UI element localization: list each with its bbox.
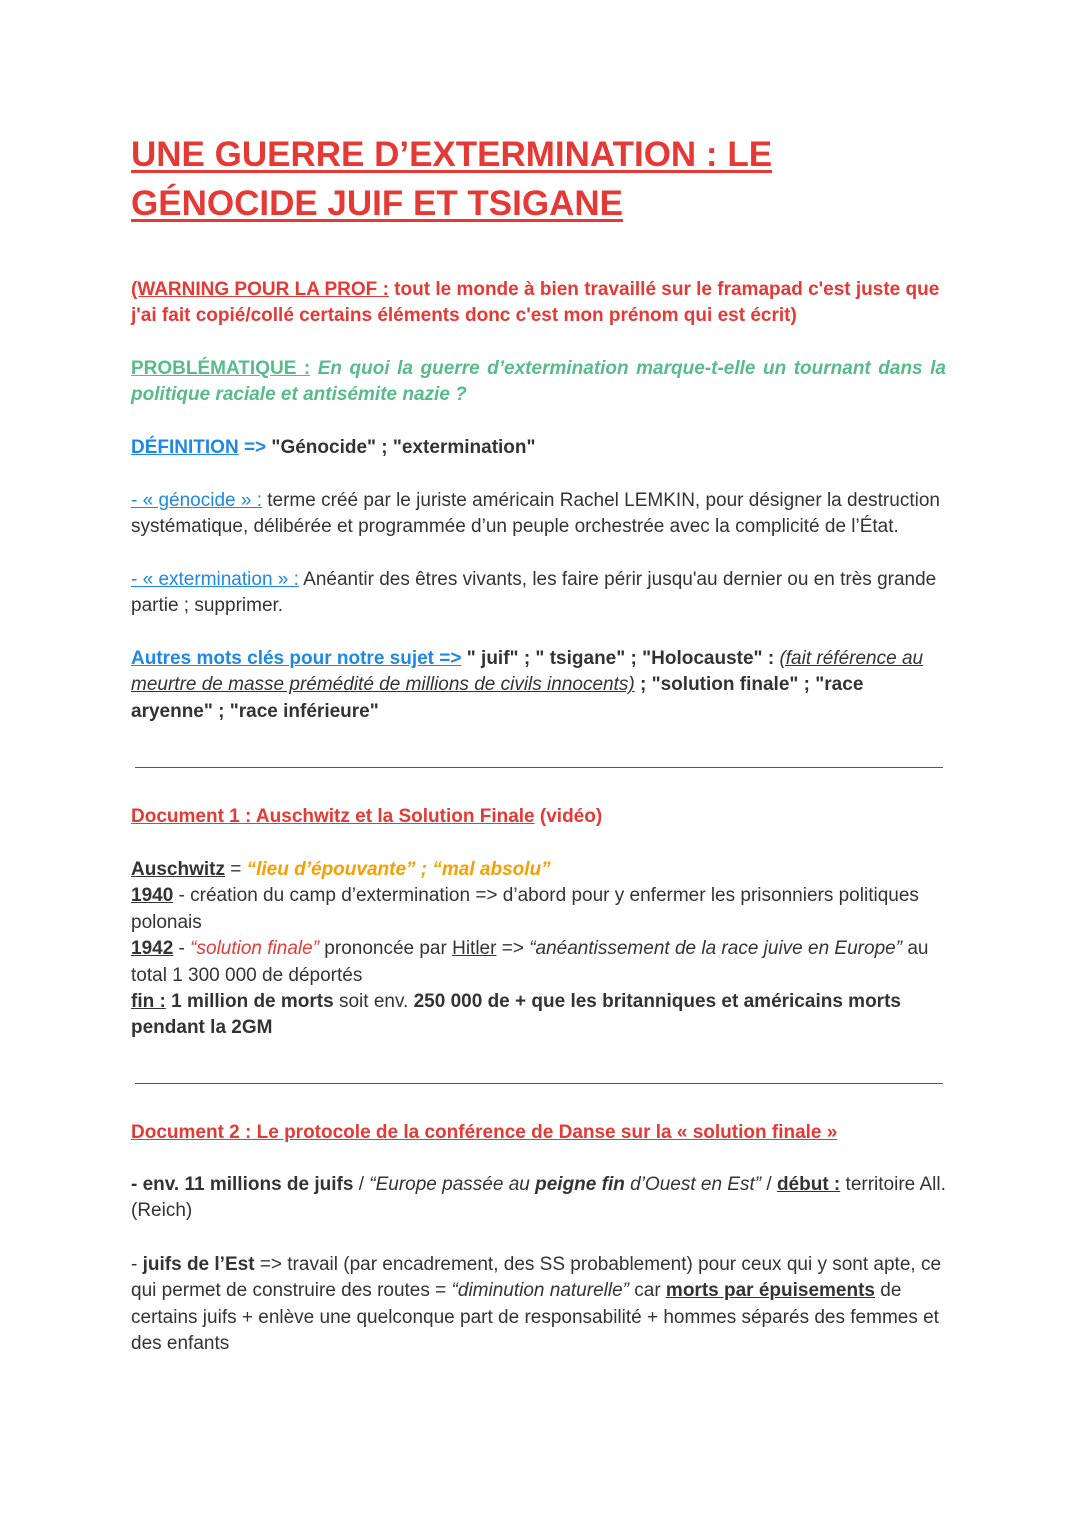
fin-bold-2: 250 000 de + que les britanniques et américains morts pendant la 2GM [131,991,901,1039]
auschwitz-quote: “lieu d’épouvante” ; “mal absolu” [246,859,551,880]
quote-aneantissement: “anéantissement de la race juive en Europe” [529,938,903,960]
year-1942: 1942 [131,938,174,960]
definition-label: DÉFINITION [131,437,239,458]
doc1-fin [131,989,946,1042]
extermination-text: Anéantir des êtres vivants, les faire périr jusqu'au dernier ou en très grande partie ; supprimer. [131,569,937,617]
divider-2 [135,1083,943,1084]
doc2-p2-quote: “diminution naturelle” [451,1280,629,1302]
doc2-p1-sep: / [353,1174,370,1195]
text-1942-d: au total 1 300 000 de déportés [131,938,929,986]
text-1940: - création du camp d’extermination => d’abord pour y enfermer les prisonniers politiques polonais [131,885,919,933]
page-title [131,130,946,228]
fin-bold-1: 1 million de morts [165,991,334,1013]
doc2-p1-sep2: / [761,1174,777,1195]
genocide-text: terme créé par le juriste américain Rachel LEMKIN, pour désigner la destruction systématique, délibérée et programmée d’un peuple orchestrée avec la complicité de l’État. [131,490,940,538]
definition-line [131,435,946,461]
doc1-auschwitz-line [131,857,946,883]
keywords-part1: " juif" ; " tsigane" ; "Holocauste" : [461,648,780,669]
auschwitz-eq: = [224,859,247,880]
doc2-p2-text-3: de certains juifs + enlève une quelconque part de responsabilité + hommes séparés des femmes et des enfants [131,1280,939,1355]
auschwitz-label: Auschwitz [131,859,225,880]
doc1-heading [131,804,946,830]
title-line-1: UNE GUERRE D’EXTERMINATION : LE [131,135,773,174]
doc2-p1-debut: début : [776,1174,841,1195]
doc1-1942 [131,936,946,989]
doc2-p2-text-2: car [628,1280,666,1302]
doc2-paragraph-2 [131,1252,946,1358]
quote-solution-finale: “solution finale” [190,938,320,960]
doc1-suffix: (vidéo) [534,806,603,827]
doc2-p1-peigne-fin: peigne fin [535,1174,625,1195]
text-1942-a: - [173,938,191,960]
doc2-p2-text-1: => travail (par encadrement, des SS probablement) pour ceux qui y sont apte, ce qui permet de construire des routes = [131,1254,942,1302]
doc2-heading [131,1120,946,1146]
definition-arrow: => [238,437,267,458]
warning-label: (WARNING POUR LA PROF : [131,279,389,300]
genocide-label: - « génocide » : [131,490,262,511]
warning-note [131,277,946,330]
doc2-p1-bold: - env. 11 millions de juifs [131,1174,354,1195]
doc1-body [131,857,946,1042]
hitler-link: Hitler [452,938,497,960]
doc2-p1-quote-a: “Europe passée au [369,1174,536,1195]
text-1942-c: => [496,938,530,960]
fin-label: fin : [131,991,166,1013]
keywords-part2: ; "solution finale" ; "race aryenne" ; "race inférieure" [131,674,864,722]
doc2-p2-dash: - [131,1254,143,1275]
doc2-p1-text: territoire All. (Reich) [131,1174,946,1222]
doc1-title: Document 1 : Auschwitz et la Solution Finale [131,806,535,827]
text-1942-b: prononcée par [319,938,453,960]
definition-genocide [131,488,946,541]
doc2-paragraph-1 [131,1172,946,1225]
divider-1 [135,767,943,768]
definition-extermination [131,567,946,620]
problematique-label: PROBLÉMATIQUE : [131,358,311,379]
title-line-2: GÉNOCIDE JUIF ET TSIGANE [131,184,623,223]
keywords-note: (fait référence au meurtre de masse prémédité de millions de civils innocents) [131,648,924,696]
year-1940: 1940 [131,885,174,907]
keywords [131,646,946,725]
fin-text: soit env. [333,991,414,1013]
doc1-1940 [131,883,946,936]
problematique-text: En quoi la guerre d’extermination marque-t-elle un tournant dans la politique raciale et antisémite nazie ? [131,358,946,406]
keywords-label: Autres mots clés pour notre sujet => [131,648,462,669]
doc2-p2-bold: juifs de l’Est [142,1254,255,1275]
doc2-p1-quote-b: d’Ouest en Est” [624,1174,762,1195]
warning-text: tout le monde à bien travaillé sur le framapad c'est juste que j'ai fait copié/collé certains éléments donc c'est mon prénom qui est écrit) [131,279,940,327]
problematique [131,356,946,409]
extermination-label: - « extermination » : [131,569,299,590]
doc2-title: Document 2 : Le protocole de la conférence de Danse sur la « solution finale » [131,1122,838,1143]
doc2-p2-morts: morts par épuisements [665,1280,875,1302]
definition-terms: "Génocide" ; "extermination" [266,437,536,458]
